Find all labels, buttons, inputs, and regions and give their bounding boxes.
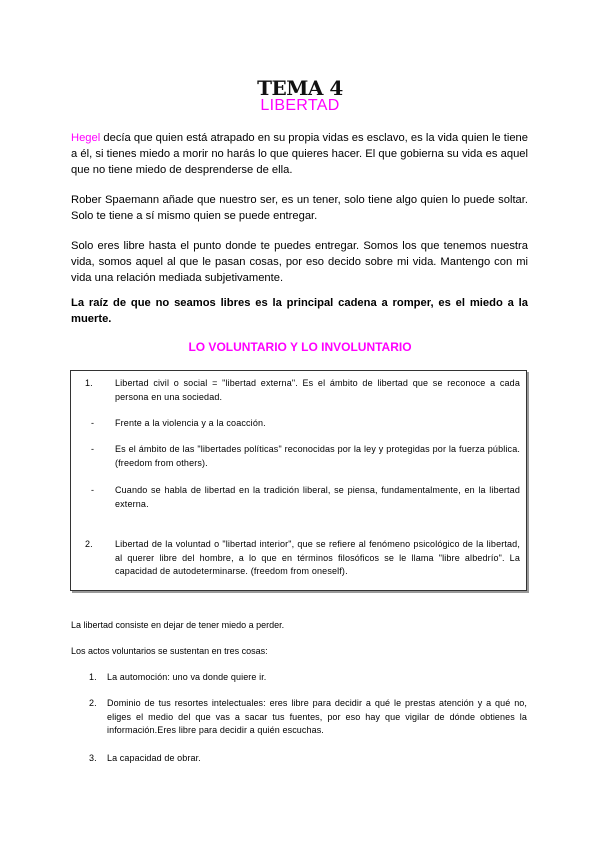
box-item [85, 484, 520, 512]
list-marker: - [91, 418, 95, 428]
list-item [89, 671, 529, 685]
paragraph-key-idea: La raíz de que no seamos libres es la principal cadena a romper, es el miedo a la muerte. [71, 297, 528, 325]
list-text: Libertad de la voluntad o "libertad interior", que se refiere al fenómeno psicológico de la libertad, al querer libre del hombre, a lo que en términos filosóficos se le llama "libre albedrío". La capacidad de autodeterminarse. (freedom from oneself). [115, 539, 520, 576]
list-item [89, 752, 529, 766]
document-title: TEMA 4 [257, 76, 343, 100]
list-text: Frente a la violencia y a la coacción. [115, 418, 266, 428]
list-marker: 2. [89, 698, 97, 708]
list-item [89, 697, 529, 739]
list-marker: 2. [85, 539, 93, 549]
section-heading: LO VOLUNTARIO Y LO INVOLUNTARIO [188, 340, 412, 354]
list-marker: - [91, 485, 95, 495]
box-item [85, 443, 520, 471]
paragraph-spaemann: Rober Spaemann añade que nuestro ser, es un tener, solo tiene algo quien lo puede soltar. Solo te tiene a sí mismo quien se puede entregar. [71, 194, 528, 222]
list-text: Dominio de tus resortes intelectuales: eres libre para decidir a qué le prestas atención y a qué no, eliges el medio del que vas a sacar tus fuentes, por eso hay que vigilar de dónde obtienes la información.Eres libre para decidir a quién escuchas. [107, 698, 527, 735]
paragraph-entrega: Solo eres libre hasta el punto donde te puedes entregar. Somos los que tenemos nuestra vida, somos aquel al que le pasan cosas, por eso decido sobre mi vida. Mantengo con mi vida una relación mediada subjetivamente. [71, 240, 528, 284]
list-marker: - [91, 444, 95, 454]
box-item [85, 417, 510, 431]
list-text: La automoción: uno va donde quiere ir. [107, 672, 267, 682]
list-text: La capacidad de obrar. [107, 753, 201, 763]
highlighted-name: Hegel [71, 132, 101, 144]
document-subtitle: LIBERTAD [260, 97, 340, 114]
paragraph-perder: La libertad consiste en dejar de tener miedo a perder. [71, 620, 285, 630]
definitions-box [70, 370, 527, 591]
paragraph-text: decía que quien está atrapado en su propia vidas es esclavo, es la vida quien le tiene a él, si tienes miedo a morir no harás lo que quieres hacer. El que gobierna su vida es aquel que no tiene miedo de desprenderse de ella. [71, 132, 528, 176]
box-item [85, 538, 520, 580]
list-text: Libertad civil o social = "libertad externa". Es el ámbito de libertad que se reconoce a cada persona en una sociedad. [115, 378, 520, 402]
list-marker: 3. [89, 753, 97, 763]
box-item [85, 377, 520, 405]
list-text: Cuando se habla de libertad en la tradición liberal, se piensa, fundamentalmente, en la libertad externa. [115, 485, 520, 509]
paragraph-actos: Los actos voluntarios se sustentan en tres cosas: [71, 646, 268, 656]
list-marker: 1. [89, 672, 97, 682]
list-text: Es el ámbito de las "libertades políticas" reconocidas por la ley y protegidas por la fuerza pública. (freedom from others). [115, 444, 520, 468]
paragraph-hegel [71, 130, 528, 178]
list-marker: 1. [85, 378, 93, 388]
